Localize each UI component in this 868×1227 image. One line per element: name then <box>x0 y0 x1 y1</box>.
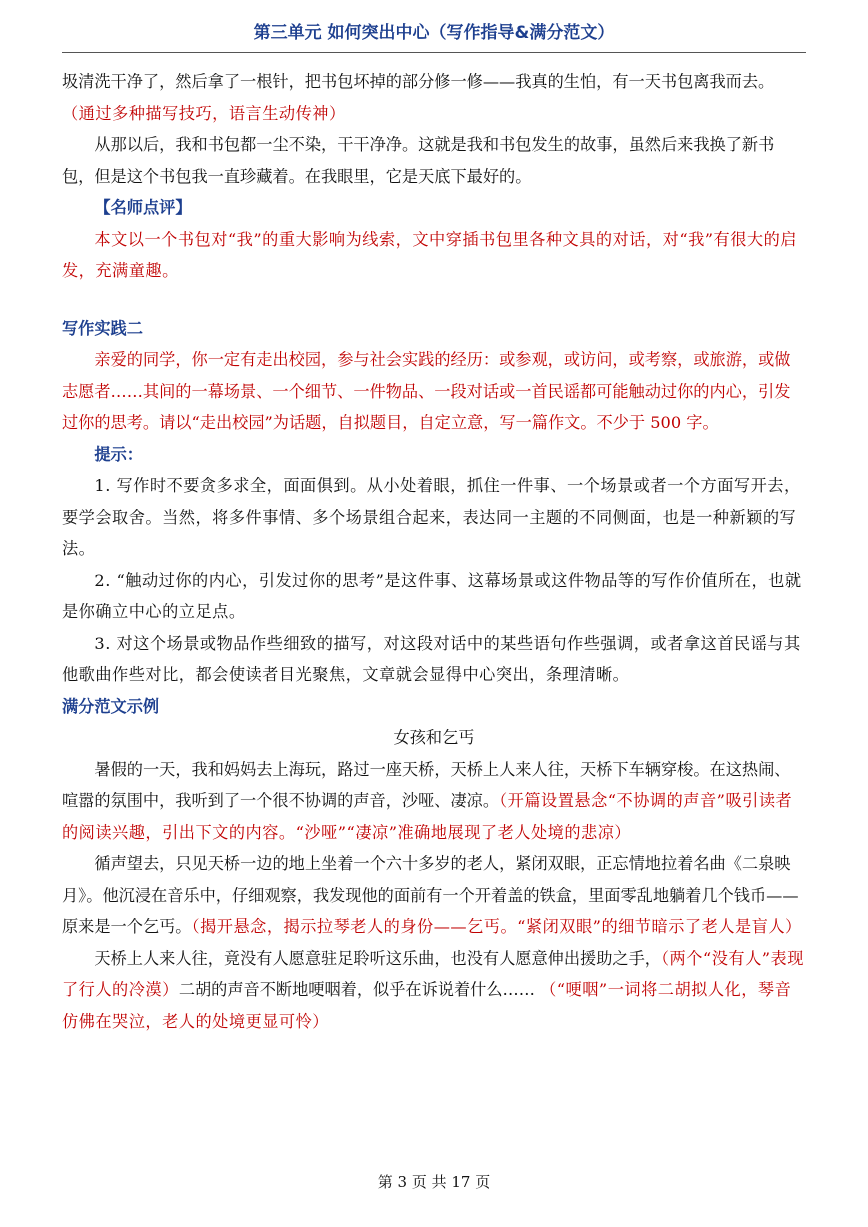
essay-paragraph <box>62 848 806 943</box>
page-number: 第 3 页 共 17 页 <box>377 1173 491 1191</box>
sample-heading: 满分范文示例 <box>62 696 160 716</box>
annotation-note: （“哽咽”一词将二胡拟人化，琴音仿佛在哭泣，老人的处境更显可怜） <box>62 980 792 1031</box>
practice-prompt: 亲爱的同学，你一定有走出校园，参与社会实践的经历：或参观，或访问，或考察，或旅游，或做志愿者……其间的一幕场景、一个细节、一件物品、一段对话或一首民谣都可能触动过你的内心，引发过你的思考。请以“走出校园”为话题，自拟题目，自定立意，写一篇作文。不少于 500 字。 <box>62 350 791 432</box>
spacer <box>62 287 806 313</box>
tip-item: 1. 写作时不要贪多求全，面面俱到。从小处着眼，抓住一件事、一个场景或者一个方面写开去，要学会取舍。当然，将多件事情、多个场景组合起来，表达同一主题的不同侧面，也是一种新颖的写法。 <box>62 476 801 558</box>
paragraph <box>62 66 806 98</box>
page-footer <box>0 1171 868 1192</box>
annotation-note: （开篇设置悬念“不协调的声音”吸引读者的阅读兴趣，引出下文的内容。“沙哑”“凄凉”准确地展现了老人处境的悲凉） <box>62 791 793 842</box>
tip-item: 2. “触动过你的内心，引发过你的思考”是这件事、这幕场景或这件物品等的写作价值所在，也就是你确立中心的立足点。 <box>62 570 802 621</box>
annotation-note: （两个“没有人”表现了行人的冷漠） <box>62 948 804 999</box>
paragraph: 从那以后，我和书包都一尘不染，干干净净。这就是我和书包发生的故事，虽然后来我换了新书包，但是这个书包我一直珍藏着。在我眼里，它是天底下最好的。 <box>62 135 775 186</box>
annotation-note: （通过多种描写技巧，语言生动传神） <box>62 103 346 123</box>
tip-item: 3. 对这个场景或物品作些细致的描写，对这段对话中的某些语句作些强调，或者拿这首民谣与其他歌曲作些对比，都会使读者目光聚焦，文章就会显得中心突出，条理清晰。 <box>62 633 801 684</box>
document-body <box>62 66 806 1037</box>
paragraph-text: 圾清洗干净了，然后拿了一根针，把书包坏掉的部分修一修——我真的生怕，有一天书包离我而去。 <box>62 72 775 91</box>
essay-paragraph <box>62 943 806 1038</box>
annotation-note: （揭开悬念，揭示拉琴老人的身份——乞丐。“紧闭双眼”的细节暗示了老人是盲人） <box>191 917 802 936</box>
essay-text: 循声望去，只见天桥一边的地上坐着一个六十多岁的老人，紧闭双眼，正忘情地拉着名曲《二泉映月》。他沉浸在音乐中，仔细观察，我发现他的面前有一个开着盖的铁盒，里面零乱地躺着几个钱币——原来是一个乞丐。 <box>62 854 799 936</box>
essay-paragraph <box>62 754 806 849</box>
essay-title: 女孩和乞丐 <box>393 728 475 747</box>
review-heading: 【名师点评】 <box>94 198 192 217</box>
tips-heading: 提示： <box>94 444 143 464</box>
practice-heading: 写作实践二 <box>62 318 143 338</box>
essay-text: 天桥上人来人往，竟没有人愿意驻足聆听这乐曲，也没有人愿意伸出援助之手， <box>94 948 661 968</box>
review-text: 本文以一个书包对“我”的重大影响为线索，文中穿插书包里各种文具的对话，对“我”有很大的启发，充满童趣。 <box>62 229 797 280</box>
header-title: 第三单元 如何突出中心（写作指导&满分范文） <box>253 23 615 43</box>
page-header <box>62 18 806 53</box>
essay-text: 二胡的声音不断地哽咽着，似乎在诉说着什么…… <box>178 980 541 999</box>
essay-text: 暑假的一天，我和妈妈去上海玩，路过一座天桥，天桥上人来人往，天桥下车辆穿梭。在这热闹、喧嚣的氛围中，我听到了一个很不协调的声音，沙哑、凄凉。 <box>62 759 791 810</box>
